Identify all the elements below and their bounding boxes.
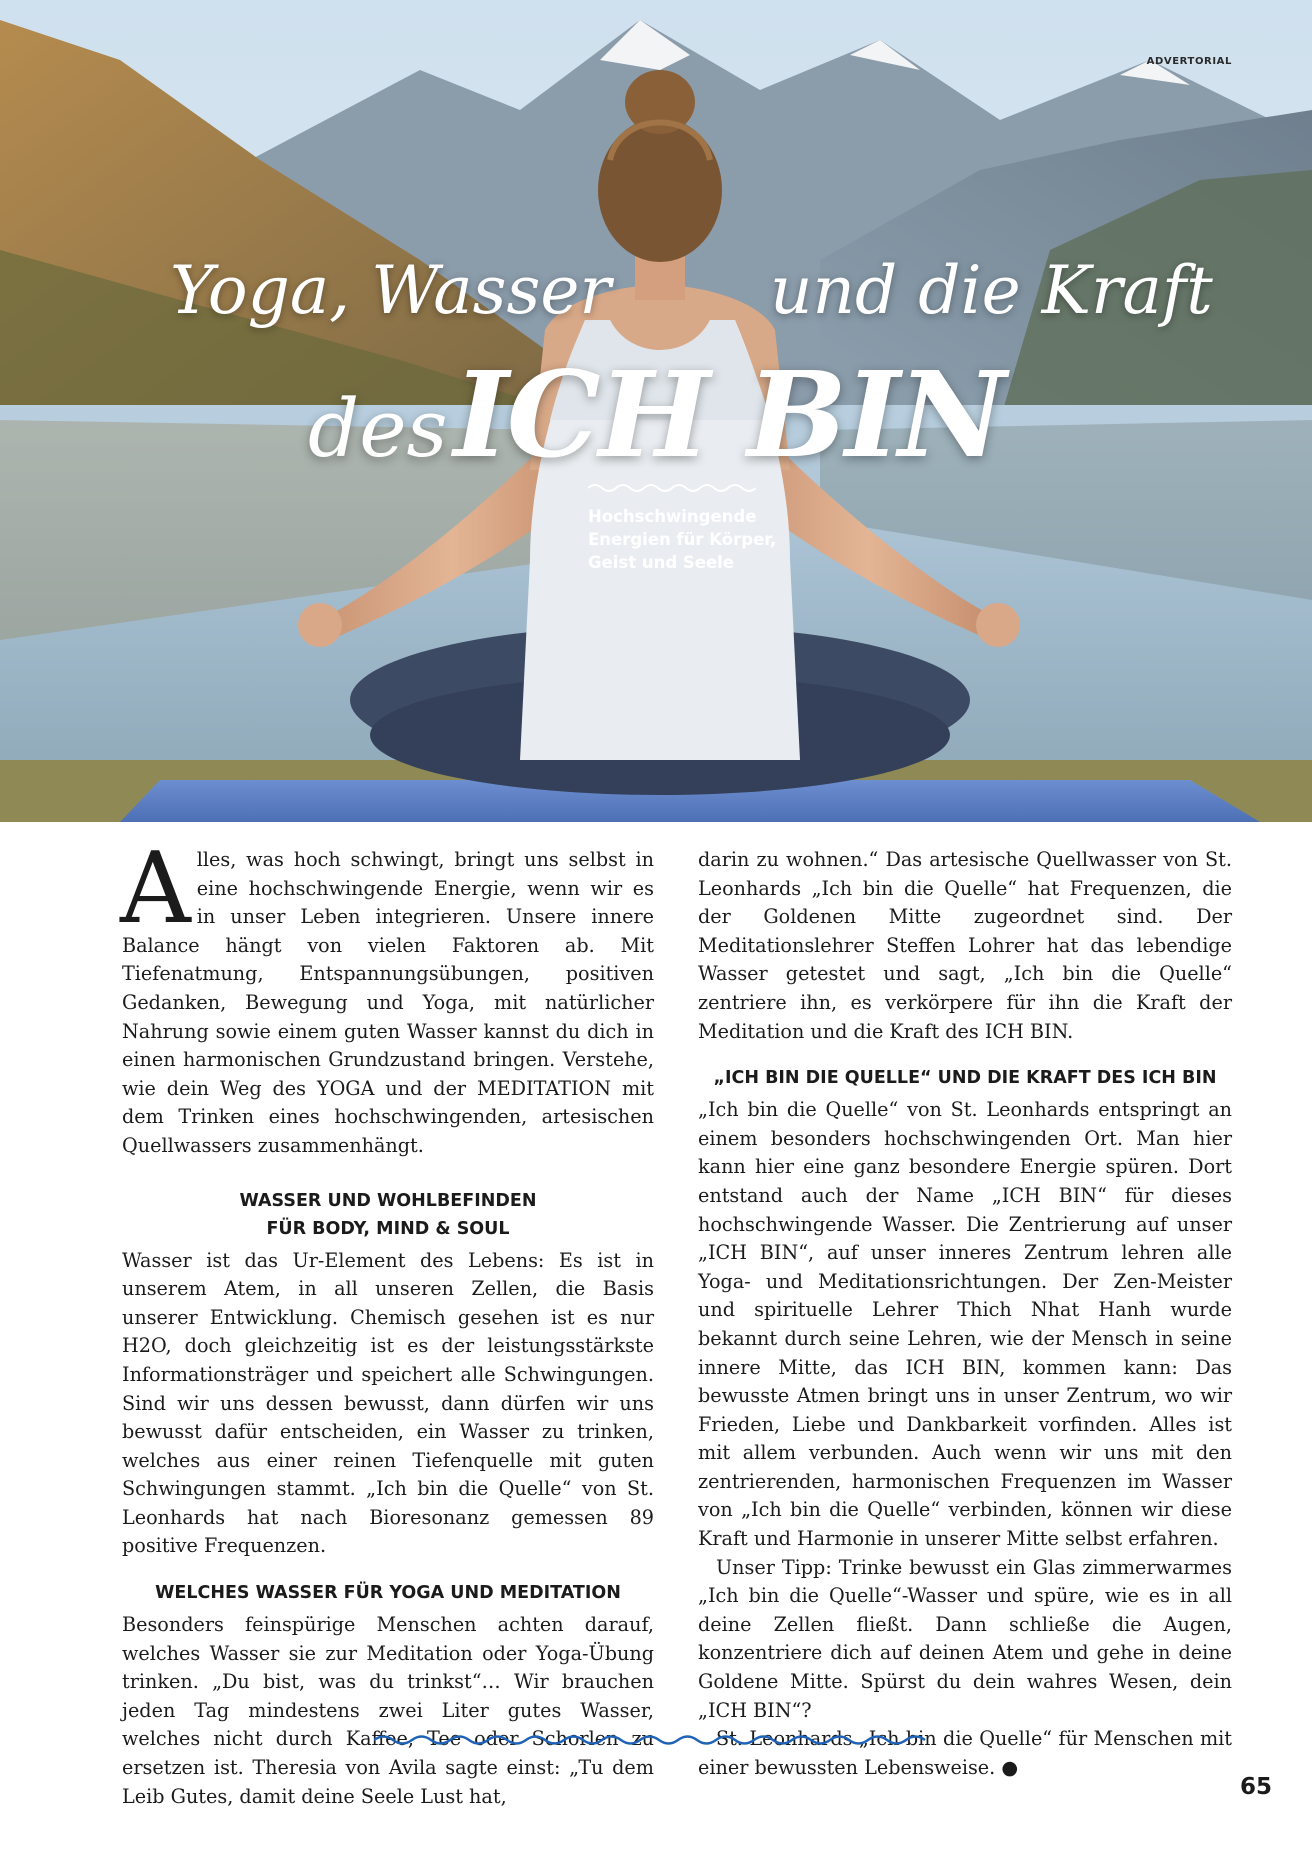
subtitle-line: Geist und Seele [588, 553, 735, 572]
paragraph-feinspuerige-menschen: Besonders feinspürige Menschen achten darauf, welches Wasser sie zur Meditation oder Yoga-Übung trinken. „Du bist, was du trinkst“… Wir brauchen jeden Tag mindestens zwei Liter gutes Wasser, welches nicht durch Kaffee, Tee oder Schorlen zu ersetzen ist. Theresia von Avila sagte einst: „Tu dem Leib Gutes, damit deine Seele Lust hat, [122, 1613, 654, 1808]
section-heading-wasser-wohlbefinden [122, 1187, 654, 1243]
drop-cap: A [120, 832, 191, 946]
title-ich-bin: ICH BIN [453, 345, 1005, 484]
paragraph-wasser-ur-element: Wasser ist das Ur-Element des Lebens: Es ist in unserem Atem, in all unseren Zellen, die Basis unserer Entwicklung. Chemisch gesehen ist es nur H2O, doch gleichzeitig ist es der leistungsstärkste Informationsträger und speichert alle Schwingungen. Sind wir uns dessen bewusst, dann dürfen wir uns bewusst dafür entscheiden, ein Wasser zu trinken, welches aus einer reinen Tiefenquelle mit guten Schwingungen stammt. „Ich bin die Quelle“ von St. Leonhards hat nach Bioresonanz gemessen 89 positive Frequenzen. [122, 1248, 654, 1558]
heading-line: WASSER UND WOHLBEFINDEN [239, 1190, 537, 1211]
intro-paragraph [120, 832, 654, 1161]
hero-image [0, 0, 1312, 822]
subtitle [588, 505, 788, 574]
paragraph-unser-tipp: Unser Tipp: Trinke bewusst ein Glas zimmerwarmes „Ich bin die Quelle“-Wasser und spüre, wie es in all deine Zellen fließt. Dann schließe die Augen, konzentriere dich auf deinen Atem und gehe in deine Goldene Mitte. Spürst du dein wahres Wesen, dein „ICH BIN“? [698, 1555, 1232, 1722]
title-line-2 [308, 345, 1004, 484]
subtitle-wave-divider [588, 482, 756, 494]
page-number: 65 [1239, 1774, 1272, 1800]
subtitle-line: Energien für Körper, [588, 530, 777, 549]
subtitle-line: Hochschwingende [588, 507, 757, 526]
section-heading-welches-wasser: WELCHES WASSER FÜR YOGA UND MEDITATION [155, 1583, 621, 1604]
title-des: des [308, 382, 448, 475]
footer-wave-divider [374, 1733, 940, 1747]
heading-line: FÜR BODY, MIND & SOUL [266, 1218, 510, 1239]
section-heading-ich-bin-die-quelle: „ICH BIN DIE QUELLE“ UND DIE KRAFT DES ICH BIN [713, 1068, 1217, 1089]
paragraph-darin-zu-wohnen: darin zu wohnen.“ Das artesische Quellwasser von St. Leonhards „Ich bin die Quelle“ hat Frequenzen, die der Goldenen Mitte zugeordnet sind. Der Meditationslehrer Steffen Lohrer hat das lebendige Wasser getestet und sagt, „Ich bin die Quelle“ zentriere ihn, es verkörpere für ihn die Kraft der Meditation und die Kraft des ICH BIN. [698, 848, 1232, 1043]
article-column-left [120, 832, 654, 1811]
title-yoga-wasser: Yoga, Wasser [170, 252, 611, 329]
intro-text: lles, was hoch schwingt, bringt uns selbst in eine hochschwingende Energie, wenn wir es in unser Leben integrieren. Unsere innere Balance hängt von vielen Faktoren ab. Mit Tiefenatmung, Entspannungsübungen, positiven Gedanken, Bewegung und Yoga, mit natürlicher Nahrung sowie einem guten Wasser kannst du dich in einen harmonischen Grundzustand bringen. Verstehe, wie dein Weg des YOGA und der MEDITATION mit dem Trinken eines hochschwingenden, artesischen Quellwassers zusammenhängt. [122, 848, 654, 1157]
advertorial-label: ADVERTORIAL [1146, 56, 1232, 67]
title-und-die-kraft: und die Kraft [770, 252, 1213, 329]
paragraph-ich-bin-die-quelle: „Ich bin die Quelle“ von St. Leonhards entspringt an einem besonders hochschwingenden Ort. Man hier kann hier eine ganz besondere Energie spüren. Dort entstand auch der Name „ICH BIN“ für dieses hochschwingende Wasser. Die Zentrierung auf unser „ICH BIN“, auf unser inneres Zentrum lehren alle Yoga- und Meditationsrichtungen. Der Zen-Meister und spirituelle Lehrer Thich Nhat Hanh wurde bekannt durch seine Lehren, wie der Mensch in seine innere Mitte, das ICH BIN, kommen kann: Das bewusste Atmen bringt uns in unser Zentrum, wo wir Frieden, Liebe und Dankbarkeit vorfinden. Alles ist mit allem verbunden. Auch wenn wir uns mit den zentrierenden, harmonischen Frequenzen im Wasser von „Ich bin die Quelle“ verbinden, können wir diese Kraft und Harmonie in unserer Mitte selbst erfahren. [698, 1098, 1232, 1551]
paragraph-closing: St. Leonhards „Ich bin die Quelle“ für Menschen mit einer bewussten Lebensweise. ● [698, 1727, 1232, 1779]
article-column-right [698, 846, 1232, 1782]
